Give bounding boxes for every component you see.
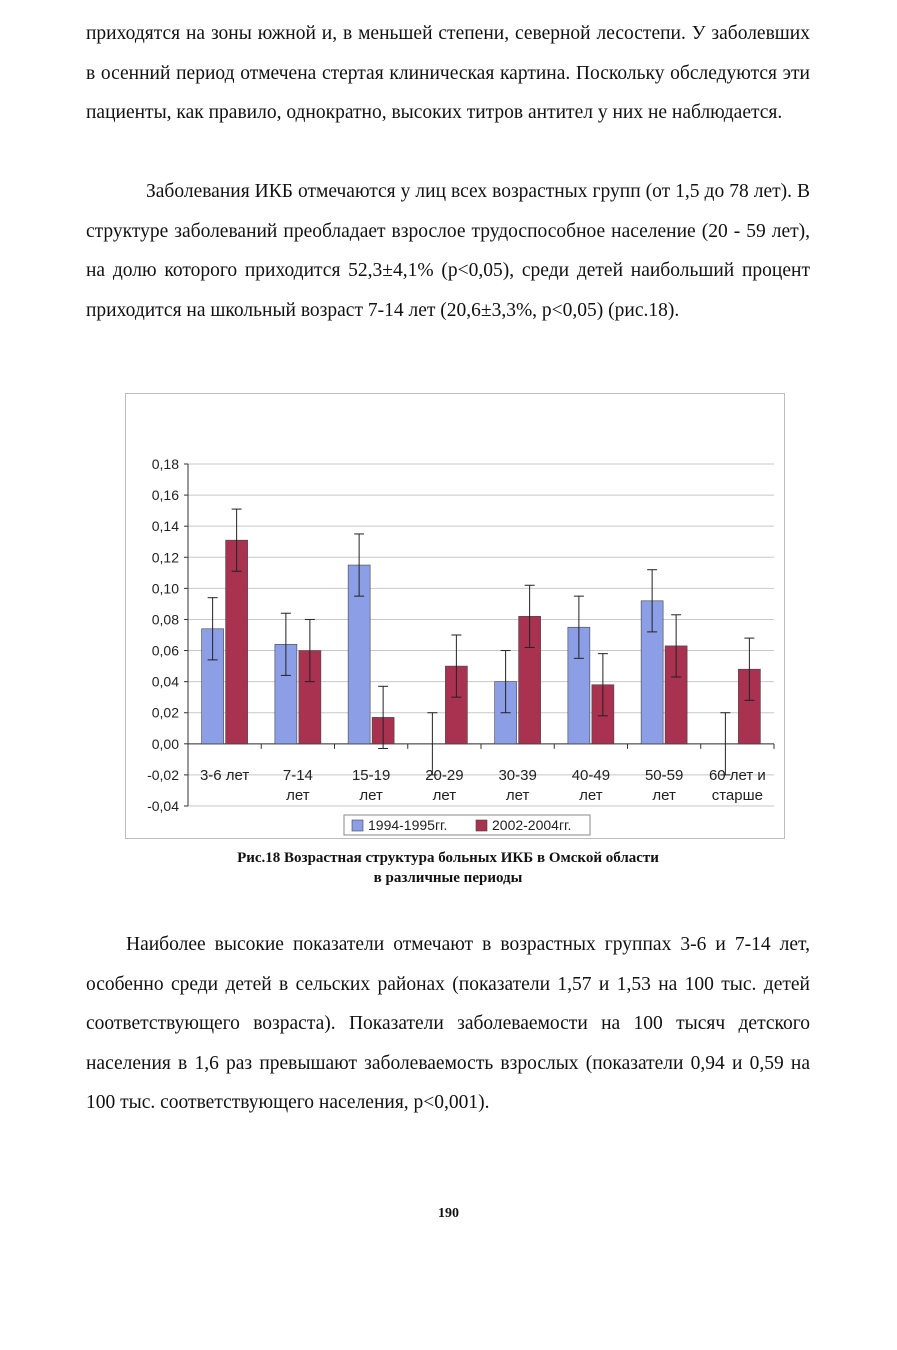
x-tick-label: лет: [505, 787, 530, 804]
y-tick-label: 0,10: [151, 580, 179, 597]
legend-swatch-2: [476, 820, 487, 831]
y-tick-label: 0,08: [151, 611, 179, 628]
y-tick-label: 0,04: [151, 673, 179, 690]
x-tick-label: 20-29: [425, 767, 464, 784]
x-tick-label: 3-6 лет: [199, 767, 250, 784]
bar-chart: [126, 394, 784, 838]
y-tick-label: -0,04: [147, 798, 179, 814]
y-tick-label: 0,06: [151, 642, 179, 659]
x-tick-label: 40-49: [571, 767, 611, 784]
y-tick-label: 0,14: [151, 518, 179, 535]
x-tick-label: 7-14: [282, 767, 313, 784]
x-tick-label: 15-19: [351, 767, 391, 784]
caption-line-2: в различные периоды: [373, 870, 523, 886]
legend-label-1: 1994-1995гг.: [368, 817, 448, 833]
page-number: 190: [438, 1206, 459, 1221]
x-tick-label: лет: [359, 787, 383, 804]
legend-swatch-1: [352, 820, 363, 831]
x-tick-label: 50-59: [644, 767, 684, 784]
figure-caption: [86, 848, 810, 888]
x-tick-label: 30-39: [498, 767, 537, 784]
caption-line-1: Рис.18 Возрастная структура больных ИКБ в Омской области: [237, 850, 659, 866]
y-tick-label: 0,18: [151, 456, 179, 472]
x-tick-label: лет: [286, 787, 310, 804]
x-tick-label: 60 лет и: [708, 767, 766, 784]
paragraph-3: Наиболее высокие показатели отмечают в возрастных группах 3-6 и 7-14 лет, особенно среди детей в сельских районах (показатели 1,57 и 1,53 на 100 тыс. детей соответствующего возраста). Показатели заболеваемости на 100 тысяч детского населения в 1,6 раз превышают заболеваемость взрослых (показатели 0,94 и 0,59 на 100 тыс. соответствующего населения, р<0,001).: [86, 934, 810, 1113]
legend-label-2: 2002-2004гг.: [492, 817, 572, 833]
paragraph-2: Заболевания ИКБ отмечаются у лиц всех возрастных групп (от 1,5 до 78 лет). В структуре заболеваний преобладает взрослое трудоспособное население (20 - 59 лет), на долю которого приходится 52,3±4,1% (р<0,05), среди детей наибольший процент приходится на школьный возраст 7-14 лет (20,6±3,3%, р<0,05) (рис.18).: [86, 181, 810, 321]
x-tick-label: лет: [579, 787, 603, 804]
y-tick-label: 0,00: [151, 735, 179, 752]
x-tick-label: старше: [711, 787, 764, 804]
y-tick-label: 0,16: [151, 487, 179, 504]
x-tick-label: лет: [652, 787, 676, 804]
y-tick-label: -0,02: [147, 766, 179, 783]
paragraph-1: приходятся на зоны южной и, в меньшей степени, северной лесостепи. У заболевших в осенний период отмечена стертая клиническая картина. Поскольку обследуются эти пациенты, как правило, однократно, высоких титров антител у них не наблюдается.: [86, 23, 810, 123]
y-tick-label: 0,02: [151, 704, 179, 721]
figure-chart: [125, 393, 785, 839]
y-tick-label: 0,12: [151, 549, 179, 566]
x-tick-label: лет: [432, 787, 457, 804]
